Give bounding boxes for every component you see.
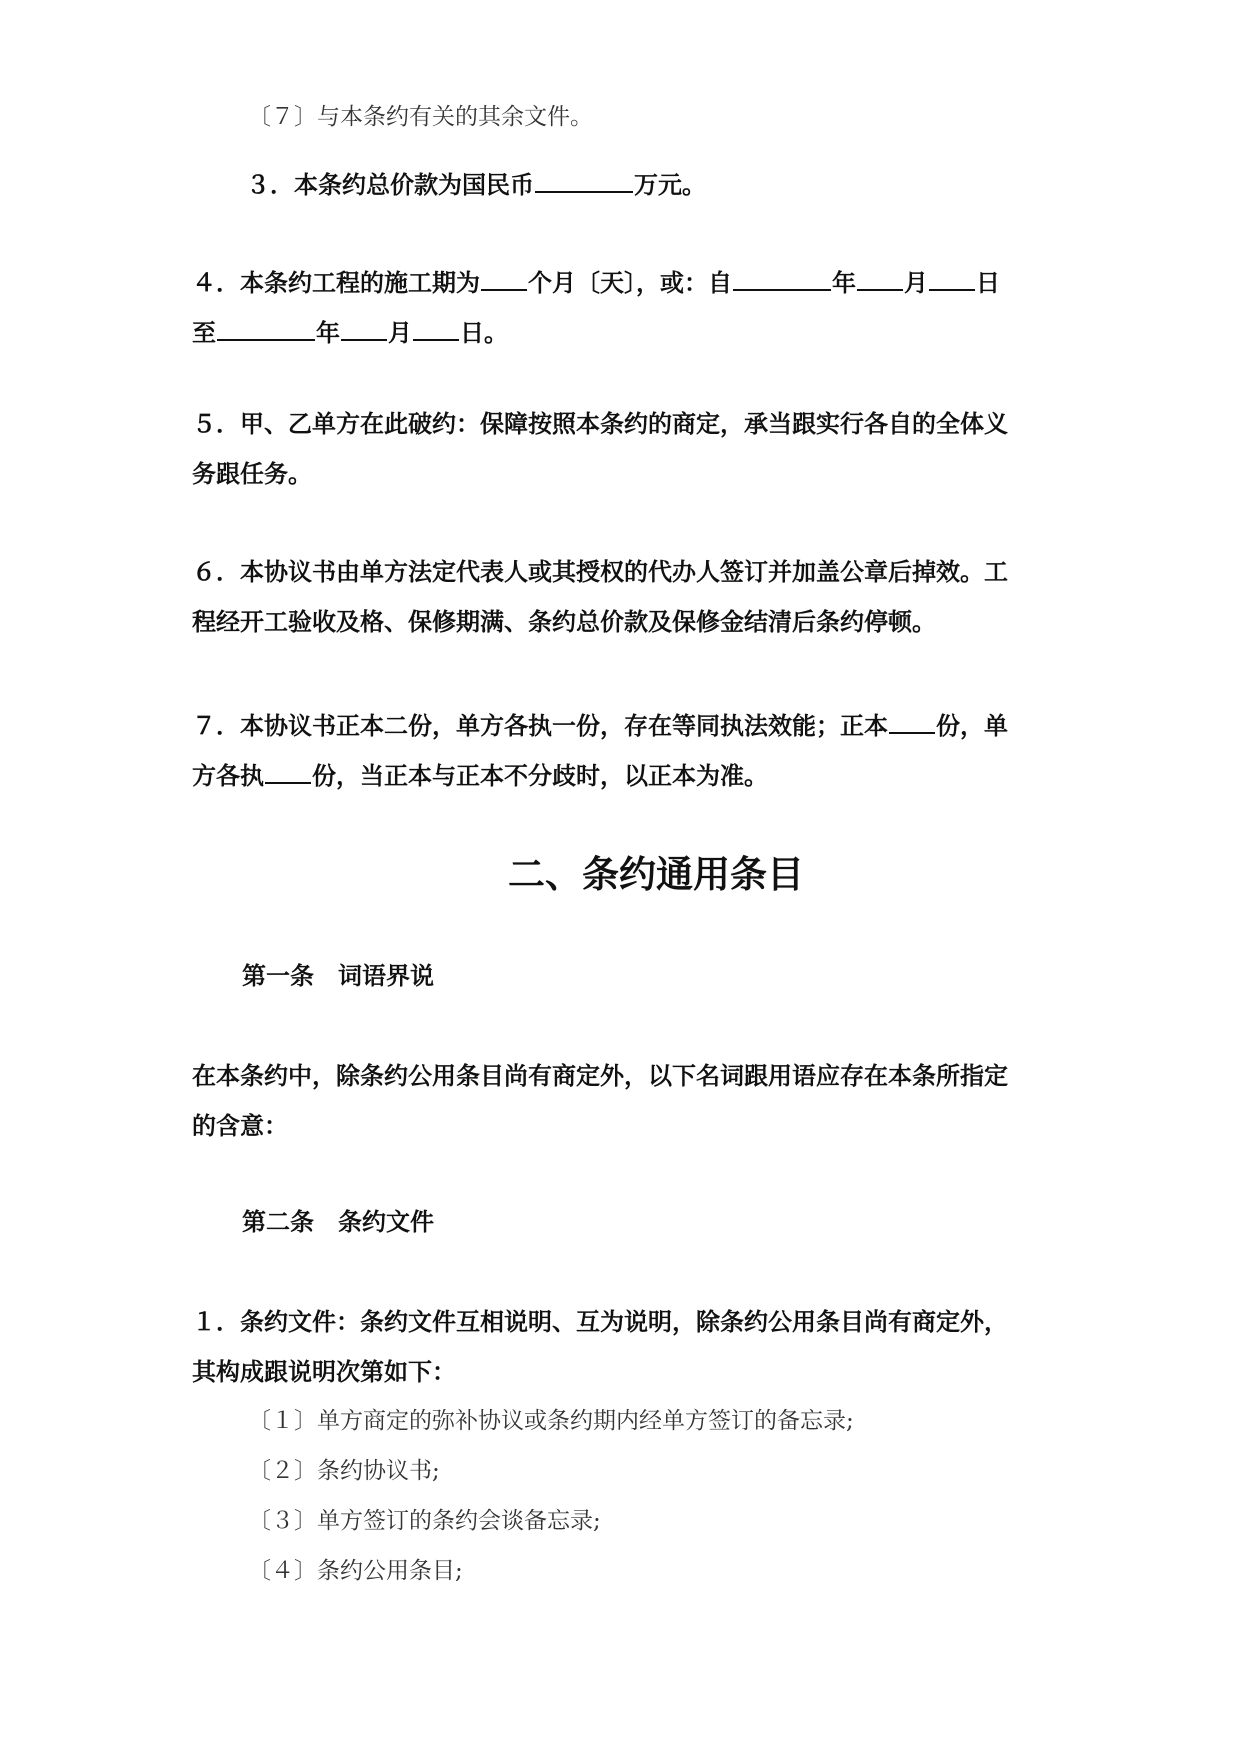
fill-blank [929,265,975,291]
article-1-text-line-2: 的含意： [192,1112,288,1140]
clause-5-line-2 [192,462,312,486]
clause-text: 方各执 [192,762,264,790]
article-2-text-line-1: １．条约文件：条约文件互相说明、互为说明，除条约公用条目尚有商定外， [192,1308,1008,1336]
clause-text: 个月〔天〕，或：自 [528,269,732,297]
clause-text: 至 [192,319,216,347]
fill-blank [265,758,311,784]
clause-text: 年 [832,269,856,297]
fill-blank [481,265,527,291]
list-item: 〔２〕条约协议书; [248,1458,440,1484]
clause-text: 程经开工验收及格、保修期满、条约总价款及保修金结清后条约停顿。 [192,608,936,636]
list-item: 〔１〕单方商定的弥补协议或条约期内经单方签订的备忘录; [248,1408,854,1434]
clause-7b-line-1 [192,708,1008,738]
list-item: 〔４〕条约公用条目; [248,1558,463,1584]
clause-text: 月 [904,269,928,297]
clause-4-line-2 [192,315,508,345]
fill-blank [217,315,315,341]
list-item: 〔３〕单方签订的条约会谈备忘录; [248,1508,601,1534]
clause-text: 月 [388,319,412,347]
fill-blank [889,708,935,734]
section-title: 二、条约通用条目 [508,853,804,896]
clause-text: 日 [976,269,1000,297]
clause-text: ４．本条约工程的施工期为 [192,269,480,297]
clause-text: 年 [316,319,340,347]
clause-text: 万元。 [634,171,706,199]
fill-blank [413,315,459,341]
fill-blank [857,265,903,291]
clause-3-line [246,167,706,197]
fill-blank [733,265,831,291]
article-2-text-line-2: 其构成跟说明次第如下： [192,1358,456,1386]
clause-6-line-1 [192,560,1008,584]
clause-7-line [248,106,593,129]
clause-text: 务跟任务。 [192,460,312,488]
article-2-heading: 第二条 条约文件 [242,1208,434,1236]
clause-text: ５．甲、乙单方在此破约：保障按照本条约的商定，承当跟实行各自的全体义 [192,410,1008,438]
article-1-heading: 第一条 词语界说 [242,962,434,990]
clause-6-line-2 [192,610,936,634]
fill-blank [341,315,387,341]
clause-text: ７．本协议书正本二份，单方各执一份，存在等同执法效能；正本 [192,712,888,740]
fill-blank [535,167,633,193]
clause-text: ３．本条约总价款为国民币 [246,171,534,199]
clause-7b-line-2 [192,758,768,788]
clause-text: 日。 [460,319,508,347]
clause-text: 份，单 [936,712,1008,740]
clause-5-line-1 [192,412,1008,436]
clause-text: 份，当正本与正本不分歧时，以正本为准。 [312,762,768,790]
clause-text: 〔７〕与本条约有关的其余文件。 [248,104,593,130]
clause-4-line-1 [192,265,1000,295]
clause-text: ６．本协议书由单方法定代表人或其授权的代办人签订并加盖公章后掉效。工 [192,558,1008,586]
article-1-text-line-1: 在本条约中，除条约公用条目尚有商定外，以下名词跟用语应存在本条所指定 [192,1062,1008,1090]
